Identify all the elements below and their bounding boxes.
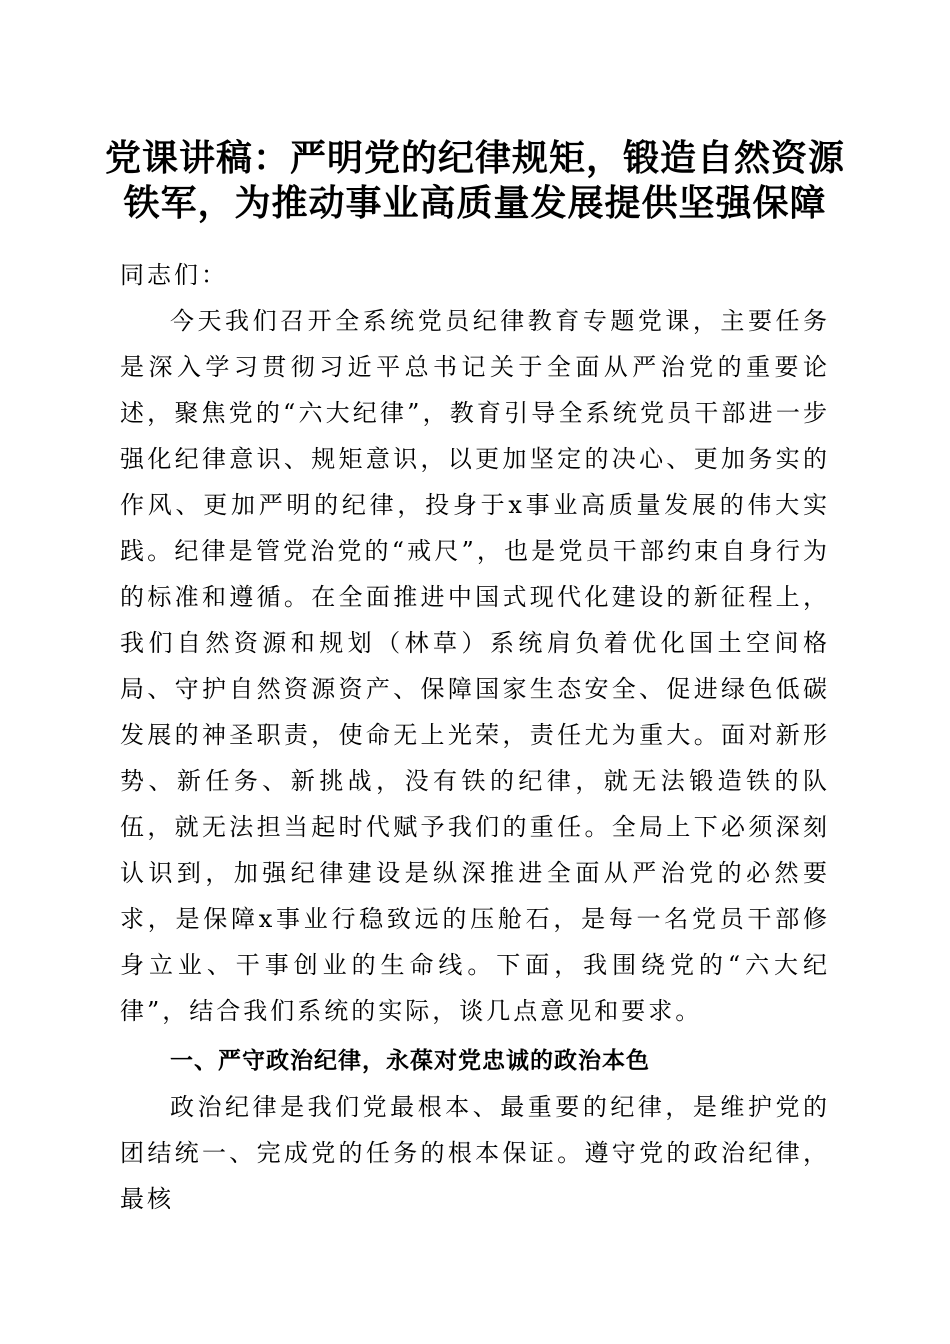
paragraph-political-discipline: 政治纪律是我们党最根本、最重要的纪律，是维护党的团结统一、完成党的任务的根本保证。遵守党的政治纪律，最核 bbox=[120, 1093, 830, 1213]
section-heading-1: 一、严守政治纪律，永葆对党忠诚的政治本色 bbox=[170, 1048, 650, 1074]
title-line-2: 铁军，为推动事业高质量发展提供坚强保障 bbox=[123, 182, 827, 224]
salutation: 同志们： bbox=[120, 261, 228, 289]
paragraph-intro: 今天我们召开全系统党员纪律教育专题党课，主要任务是深入学习贯彻习近平总书记关于全面从严治党的重要论述，聚焦党的“六大纪律”，教育引导全系统党员干部进一步强化纪律意识、规矩意识，以更加坚定的决心、更加务实的作风、更加严明的纪律，投身于x事业高质量发展的伟大实践。纪律是管党治党的“戒尺”，也是党员干部约束自身行为的标准和遵循。在全面推进中国式现代化建设的新征程上，我们自然资源和规划（林草）系统肩负着优化国土空间格局、守护自然资源资产、保障国家生态安全、促进绿色低碳发展的神圣职责，使命无上光荣，责任尤为重大。面对新形势、新任务、新挑战，没有铁的纪律，就无法锻造铁的队伍，就无法担当起时代赋予我们的重任。全局上下必须深刻认识到，加强纪律建设是纵深推进全面从严治党的必然要求，是保障x事业行稳致远的压舱石，是每一名党员干部修身立业、干事创业的生命线。下面，我围绕党的“六大纪律”，结合我们系统的实际，谈几点意见和要求。 bbox=[120, 307, 830, 1025]
document-body bbox=[120, 252, 830, 1222]
document-title bbox=[100, 136, 850, 226]
title-line-1: 党课讲稿：严明党的纪律规矩，锻造自然资源 bbox=[104, 137, 845, 179]
